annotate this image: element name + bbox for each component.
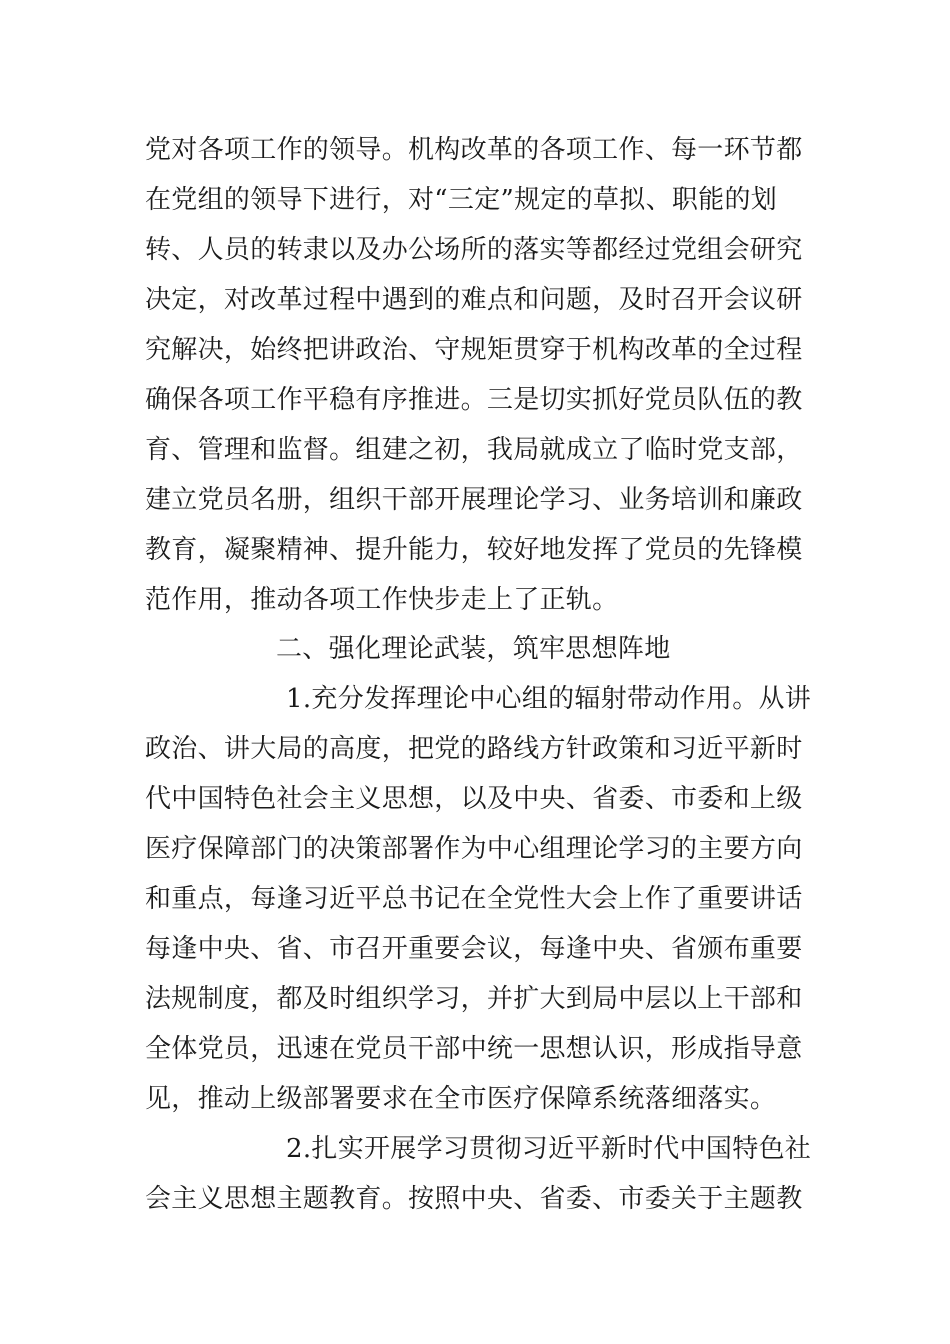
text-line: 会主义思想主题教育。按照中央、省委、市委关于主题教 xyxy=(145,1184,803,1214)
text-line: 在党组的领导下进行，对“三定”规定的草拟、职能的划 xyxy=(145,185,778,215)
text-line: 每逢中央、省、市召开重要会议，每逢中央、省颁布重要 xyxy=(145,934,803,964)
text-line: 见，推动上级部署要求在全市医疗保障系统落细落实。 xyxy=(145,1084,777,1114)
text-line: 究解决，始终把讲政治、守规矩贯穿于机构改革的全过程 xyxy=(145,335,803,365)
text-line: 教育，凝聚精神、提升能力，较好地发挥了党员的先锋模 xyxy=(145,535,803,565)
paragraph-start-line: 2.扎实开展学习贯彻习近平新时代中国特色社 xyxy=(286,1134,812,1164)
paragraph-start-line: 1.充分发挥理论中心组的辐射带动作用。从讲 xyxy=(286,684,812,714)
text-line: 决定，对改革过程中遇到的难点和问题，及时召开会议研 xyxy=(145,285,803,315)
text-line: 全体党员，迅速在党员干部中统一思想认识，形成指导意 xyxy=(145,1034,803,1064)
text-line: 党对各项工作的领导。机构改革的各项工作、每一环节都 xyxy=(145,135,803,165)
text-line: 代中国特色社会主义思想，以及中央、省委、市委和上级 xyxy=(145,784,803,814)
text-line: 医疗保障部门的决策部署作为中心组理论学习的主要方向 xyxy=(145,834,803,864)
text-line: 确保各项工作平稳有序推进。三是切实抓好党员队伍的教 xyxy=(145,385,803,415)
text-line: 政治、讲大局的高度，把党的路线方针政策和习近平新时 xyxy=(145,734,803,764)
text-line: 和重点，每逢习近平总书记在全党性大会上作了重要讲话 xyxy=(145,884,803,914)
text-line: 范作用，推动各项工作快步走上了正轨。 xyxy=(145,585,619,615)
section-heading: 二、强化理论武装，筑牢思想阵地 xyxy=(276,634,671,664)
text-line: 转、人员的转隶以及办公场所的落实等都经过党组会研究 xyxy=(145,235,803,265)
text-line: 法规制度，都及时组织学习，并扩大到局中层以上干部和 xyxy=(145,984,803,1014)
text-line: 建立党员名册，组织干部开展理论学习、业务培训和廉政 xyxy=(145,485,803,515)
text-line: 育、管理和监督。组建之初，我局就成立了临时党支部， xyxy=(145,435,803,465)
